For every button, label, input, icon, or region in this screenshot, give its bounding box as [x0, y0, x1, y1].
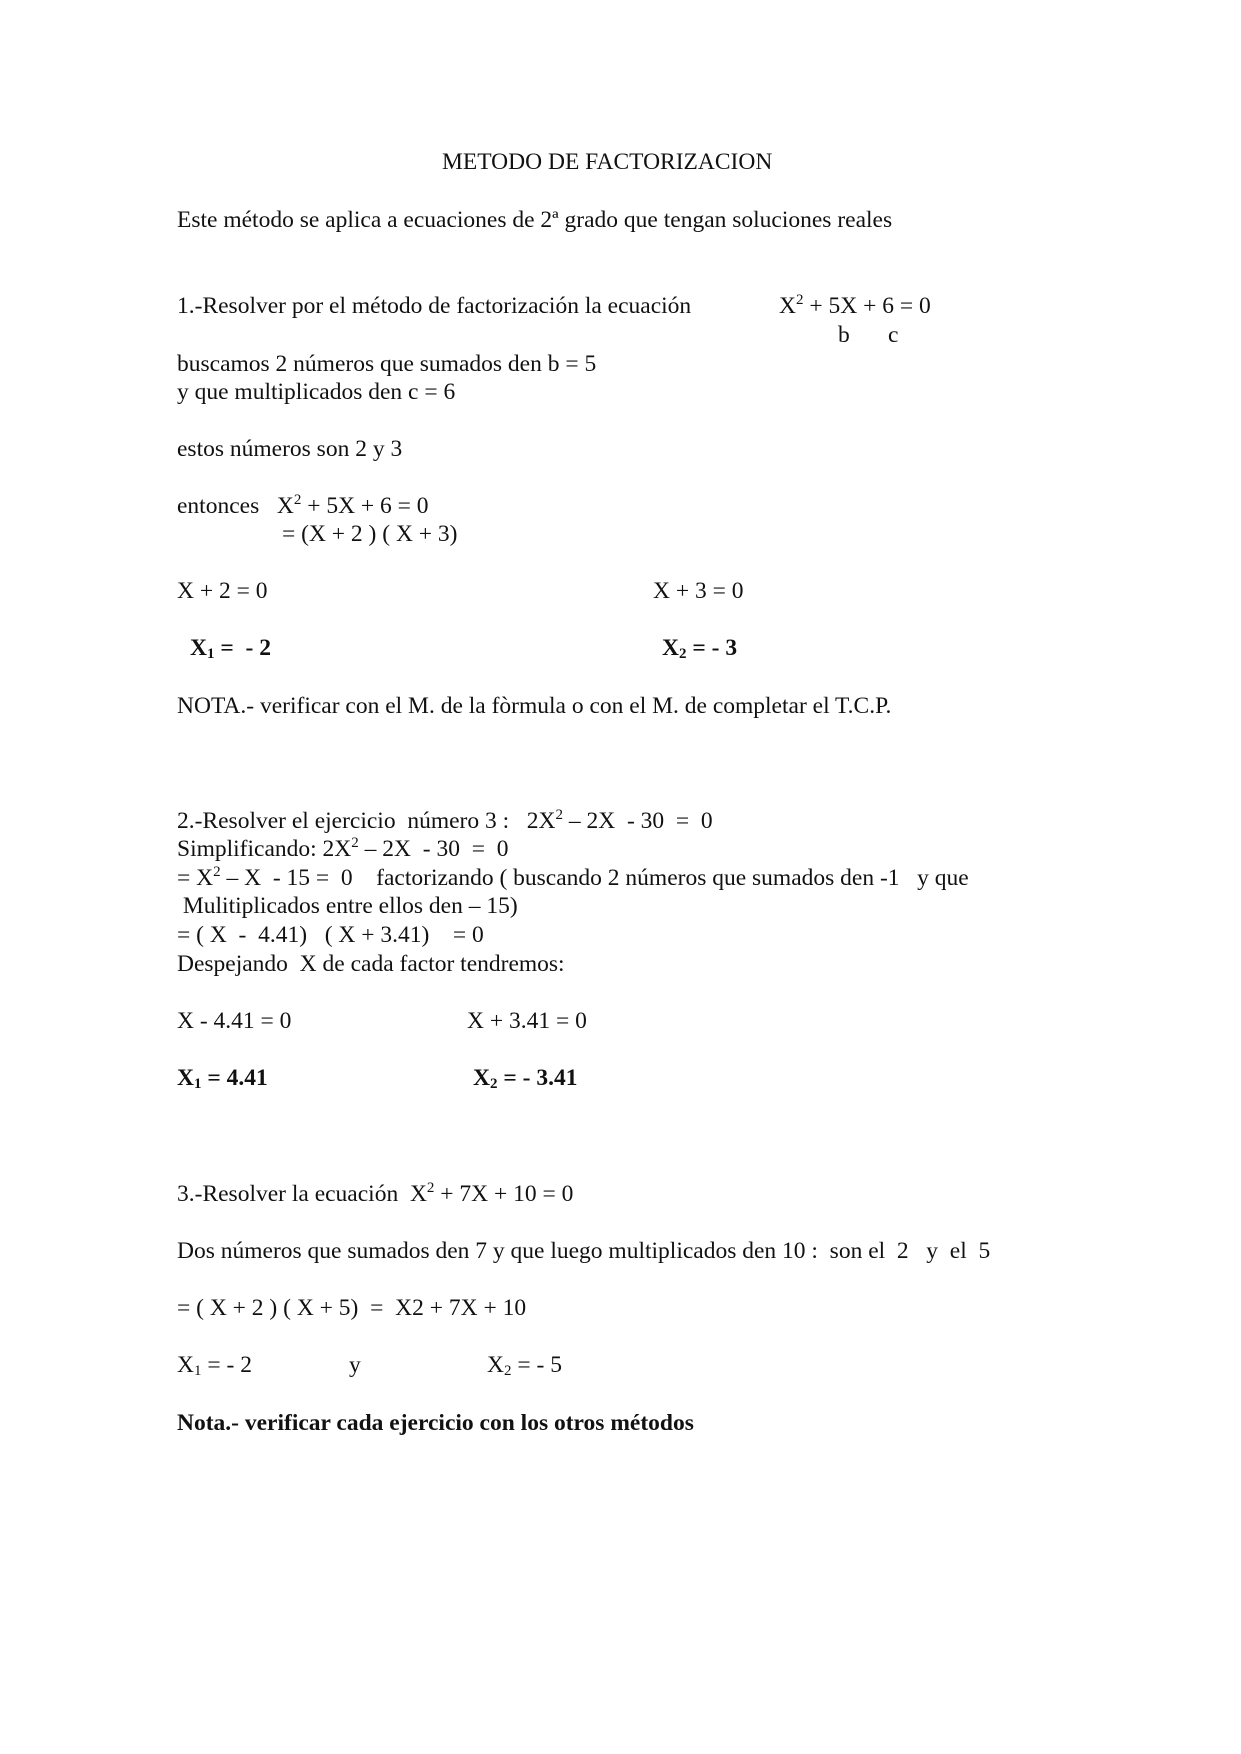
ex2-simplify-line: Simplificando: $2X^2 - 2X - 30 = 0$ [177, 835, 509, 862]
ex3-x2-result: $X_2$ = - 5 [487, 1352, 562, 1379]
ex3-y-connector: y [349, 1352, 361, 1378]
ex1-mult-line: y que multiplicados den c = 6 [177, 379, 456, 405]
ex1-statement: 1.-Resolver por el método de factorización la ecuación [177, 293, 692, 319]
ex3-numbers-line: Dos números que sumados den 7 y que luego multiplicados den 10 : son el 2 y el 5 [177, 1238, 991, 1264]
ex1-sum-line: buscamos 2 números que sumados den b = 5 [177, 351, 597, 377]
ex2-statement: 2.-Resolver el ejercicio número 3 : $2X^2 - 2X - 30 = 0$ [177, 807, 713, 834]
ex2-factorize-cont: Mulitiplicados entre ellos den – 15) [177, 893, 518, 919]
ex2-factored-line: = ( X - 4.41) ( X + 3.41) = 0 [177, 922, 484, 948]
ex1-eq-left: X + 2 = 0 [177, 578, 268, 604]
ex1-equation: $X^2 + 5X + 6 = 0$ [779, 292, 931, 319]
ex2-eq-right: X + 3.41 = 0 [467, 1008, 587, 1034]
ex1-x1-result: $X_1$ = - 2 [190, 635, 271, 662]
ex1-label-c: c [888, 322, 899, 348]
ex1-eq-right: X + 3 = 0 [653, 578, 744, 604]
page-title: METODO DE FACTORIZACION [442, 149, 773, 175]
ex1-factored-line: = (X + 2 ) ( X + 3) [282, 521, 458, 547]
ex2-x2-result: $X_2$ = - 3.41 [473, 1065, 578, 1092]
ex1-x2-result: $X_2$ = - 3 [662, 635, 738, 662]
final-note: Nota.- verificar cada ejercicio con los otros métodos [177, 1410, 694, 1436]
ex2-eq-left: X - 4.41 = 0 [177, 1008, 292, 1034]
ex2-x1-result: $X_1 = 4.41$ [177, 1065, 268, 1092]
intro-text: Este método se aplica a ecuaciones de 2ª grado que tengan soluciones reales [177, 207, 893, 233]
ex3-factored-line: = ( X + 2 ) ( X + 5) = X2 + 7X + 10 [177, 1295, 527, 1321]
ex3-x1-result: $X_1$ = - 2 [177, 1352, 252, 1379]
ex2-despejando-line: Despejando X de cada factor tendremos: [177, 951, 565, 977]
ex1-then-line: entonces $X^2 + 5X + 6 = 0$ [177, 492, 429, 519]
ex1-numbers-line: estos números son 2 y 3 [177, 436, 403, 462]
ex1-note: NOTA.- verificar con el M. de la fòrmula o con el M. de completar el T.C.P. [177, 693, 892, 719]
ex1-label-b: b [838, 322, 850, 348]
ex3-statement: 3.-Resolver la ecuación $X^2 + 7X + 10 = 0$ [177, 1180, 574, 1207]
ex2-factorize-line: = $X^2 - X - 15 = 0$ factorizando ( buscando 2 números que sumados den -1 y que [177, 864, 969, 891]
